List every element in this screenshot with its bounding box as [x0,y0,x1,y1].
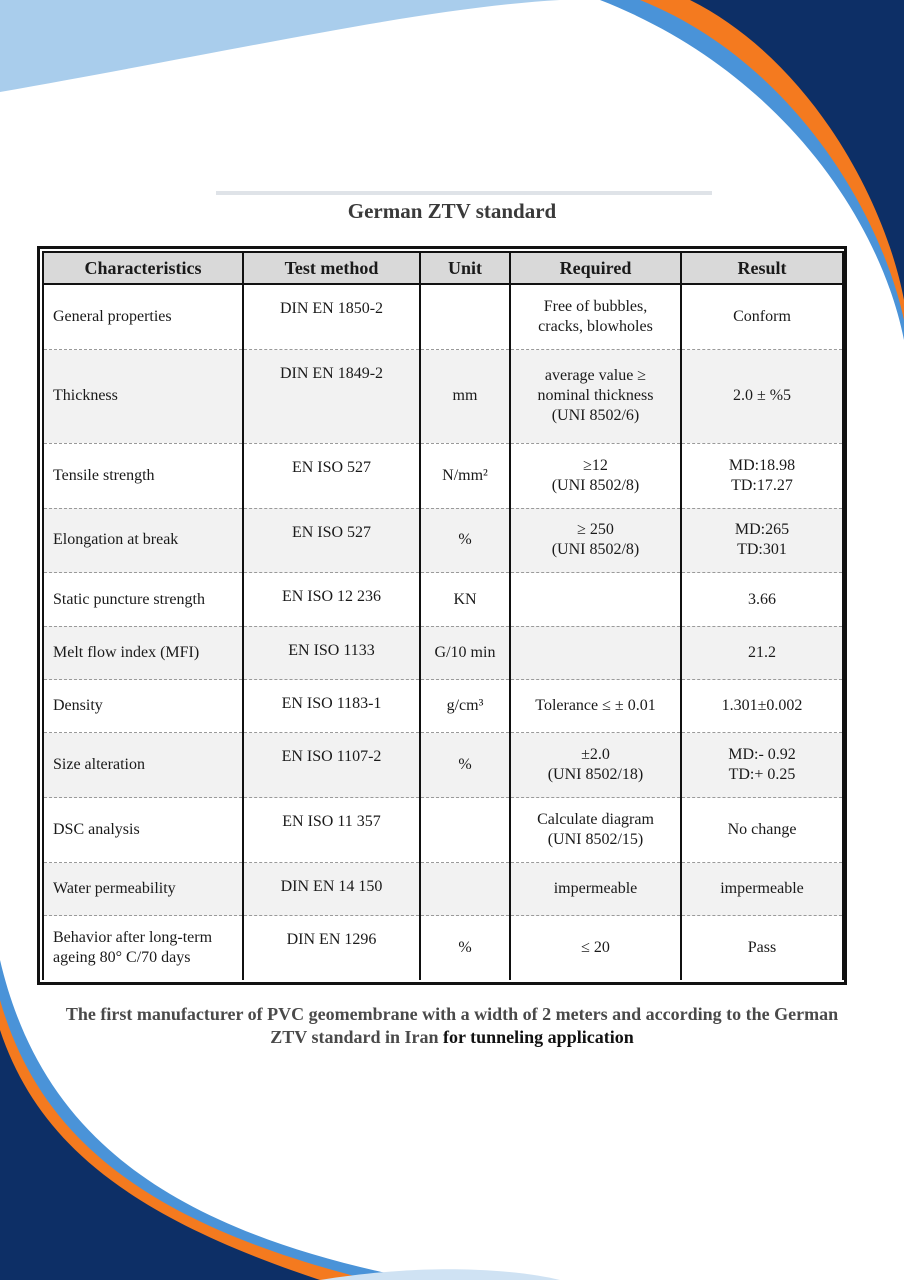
result-cell [681,443,843,508]
characteristic-cell-text: Density [53,697,103,715]
result-cell-text: Conform [733,308,791,326]
characteristic-cell-text: Melt flow index (MFI) [53,643,200,661]
unit-cell-text: N/mm² [442,466,488,484]
result-cell [681,916,843,980]
characteristic-cell-text: Tensile strength [53,466,155,484]
test-method-cell-text: EN ISO 1183-1 [281,695,382,713]
characteristic-cell [43,798,243,863]
table-row [43,680,843,733]
required-cell-text: average value ≥ nominal thickness (UNI 8502/6) [537,367,654,425]
result-cell-text: MD:- 0.92 TD:+ 0.25 [728,746,796,784]
required-cell [510,916,681,980]
result-cell-text: MD:18.98 TD:17.27 [728,456,796,494]
unit-cell [420,443,510,508]
required-cell-text: ≤ 20 [581,939,610,957]
test-method-cell-text: DIN EN 1850-2 [279,300,384,317]
test-method-cell-text: DIN EN 1296 [286,931,377,949]
required-cell-text: ≥12 (UNI 8502/8) [551,456,640,494]
unit-cell [420,863,510,916]
column-header: Result [681,252,843,284]
required-cell [510,350,681,444]
column-header: Required [510,252,681,284]
column-header: Characteristics [43,252,243,284]
result-cell [681,680,843,733]
characteristic-cell-text: Static puncture strength [53,590,205,608]
test-method-cell [243,798,420,863]
test-method-cell-text: EN ISO 12 236 [281,588,382,606]
unit-cell-text: KN [453,590,477,608]
unit-cell [420,508,510,573]
characteristic-cell [43,863,243,916]
characteristic-cell-text: Behavior after long-term ageing 80° C/70 days [53,929,213,967]
test-method-cell-text: EN ISO 1107-2 [281,748,382,766]
page-title: German ZTV standard [347,199,557,223]
result-cell-text: impermeable [720,880,804,898]
required-cell [510,573,681,626]
title-rule [216,191,712,195]
unit-cell-text: mm [452,387,478,405]
test-method-cell [243,573,420,626]
result-cell [681,733,843,798]
result-cell [681,626,843,679]
unit-cell-text: G/10 min [434,643,496,661]
characteristic-cell-text: Size alteration [53,756,145,774]
test-method-cell [243,284,420,350]
characteristic-cell-text: Thickness [53,387,118,405]
table-row [43,626,843,679]
unit-cell-text: % [458,756,472,774]
table-row [43,573,843,626]
properties-table [42,251,844,980]
characteristic-cell [43,733,243,798]
characteristic-cell [43,916,243,980]
required-cell [510,733,681,798]
characteristic-cell [43,680,243,733]
result-cell-text: 1.301±0.002 [721,697,803,715]
required-cell [510,284,681,350]
characteristic-cell [43,508,243,573]
required-cell [510,626,681,679]
characteristic-cell-text: General properties [53,308,172,326]
required-cell [510,863,681,916]
table-row [43,798,843,863]
table-row [43,350,843,444]
footer-main-text: The first manufacturer of PVC geomembrane with a width of 2 meters and according to the German ZTV standard in Iran [65,1004,839,1047]
result-cell-text: 2.0 ± %5 [732,387,792,405]
characteristic-cell [43,284,243,350]
unit-cell [420,916,510,980]
required-cell-text: Tolerance ≤ ± 0.01 [535,697,656,715]
required-cell [510,680,681,733]
test-method-cell [243,916,420,980]
test-method-cell [243,508,420,573]
test-method-cell [243,350,420,444]
unit-cell [420,573,510,626]
column-header: Unit [420,252,510,284]
table-row [43,284,843,350]
characteristic-cell-text: DSC analysis [53,821,140,839]
characteristic-cell-text: Water permeability [53,880,176,898]
table-row [43,443,843,508]
unit-cell-text: % [458,531,472,549]
result-cell-text: Pass [747,939,777,957]
result-cell [681,863,843,916]
properties-table-frame [37,246,847,985]
result-cell [681,508,843,573]
unit-cell-text: g/cm³ [446,697,484,715]
unit-cell [420,284,510,350]
result-cell-text: 3.66 [748,590,776,608]
test-method-cell-text: EN ISO 1133 [288,641,375,659]
footer-statement [60,1003,844,1049]
test-method-cell-text: DIN EN 14 150 [280,878,383,896]
footer-emphasis-text: for tunneling application [443,1027,634,1047]
test-method-cell-text: EN ISO 527 [291,458,372,476]
column-header: Test method [243,252,420,284]
unit-cell [420,798,510,863]
test-method-cell-text: EN ISO 11 357 [282,813,381,831]
test-method-cell [243,733,420,798]
required-cell [510,508,681,573]
required-cell-text: ≥ 250 (UNI 8502/8) [551,521,640,559]
required-cell-text: Calculate diagram (UNI 8502/15) [537,811,654,849]
required-cell-text: Free of bubbles, cracks, blowholes [538,298,653,336]
test-method-cell [243,863,420,916]
result-cell [681,798,843,863]
result-cell-text: MD:265 TD:301 [734,521,790,559]
characteristic-cell [43,350,243,444]
characteristic-cell [43,573,243,626]
result-cell-text: No change [727,821,797,839]
result-cell [681,284,843,350]
test-method-cell-text: DIN EN 1849-2 [279,365,384,383]
required-cell-text: impermeable [553,880,638,898]
characteristic-cell-text: Elongation at break [53,531,179,549]
unit-cell [420,680,510,733]
table-row [43,916,843,980]
characteristic-cell [43,626,243,679]
table-row [43,733,843,798]
result-cell [681,350,843,444]
table-row [43,863,843,916]
test-method-cell [243,680,420,733]
test-method-cell [243,443,420,508]
table-row [43,508,843,573]
required-cell [510,443,681,508]
characteristic-cell [43,443,243,508]
required-cell [510,798,681,863]
test-method-cell [243,626,420,679]
required-cell-text: ±2.0 (UNI 8502/18) [547,746,644,784]
unit-cell-text: % [458,939,472,957]
unit-cell [420,350,510,444]
unit-cell [420,626,510,679]
table-header-row [43,252,843,284]
unit-cell [420,733,510,798]
test-method-cell-text: EN ISO 527 [291,523,372,541]
result-cell-text: 21.2 [748,643,776,661]
result-cell [681,573,843,626]
